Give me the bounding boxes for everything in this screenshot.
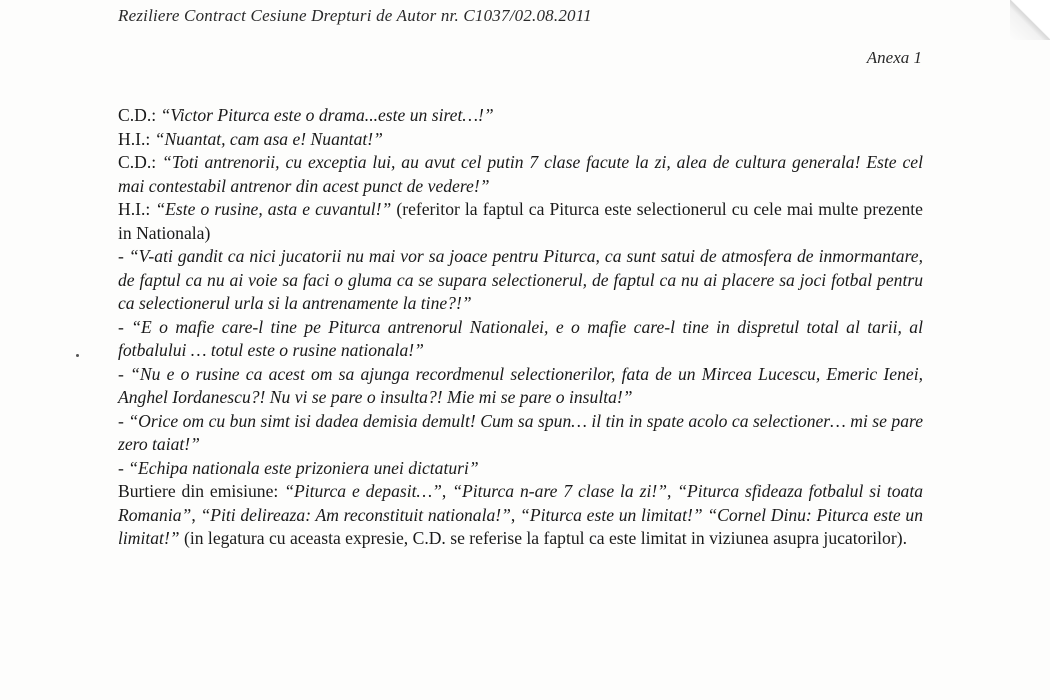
separator: , [666,481,678,501]
quote-text: “Este o rusine, asta e cuvantul!” [155,199,392,219]
remark-text: (referitor la faptul ca Piturca este selectionerul cu cele mai multe prezente in Nationala) [118,199,923,243]
burtiere-title: “Piturca sfideaza fotbalul si toata Romania” [118,481,924,525]
speaker-label: - [118,363,131,384]
dialogue-line [118,128,923,152]
dialogue-line [118,410,923,457]
quote-text: “E o mafie care-l tine pe Piturca antrenorul Nationalei, e o mafie care-l tine in dispretul total al tarii, al fotbalului … totul este o rusine nationala!” [118,316,923,360]
quote-text: “Nu e o rusine ca acest om sa ajunga recordmenul selectionerilor, fata de un Mircea Lucescu, Emeric Ienei, Anghel Iordanescu?! Nu vi se pare o insulta?! Mie mi se pare o insulta!” [118,363,923,407]
speaker-label: - [118,246,129,266]
quote-text: “Victor Piturca este o drama...este un siret…!” [160,105,494,125]
speaker-label: - [118,316,132,337]
burtiere-title: “Piturca este un limitat!” [520,504,703,525]
folded-page-corner [1010,0,1050,40]
burtiere-outro: (in legatura cu aceasta expresie, C.D. se referise la faptul ca este limitat in viziunea asupra jucatorilor). [179,528,907,548]
quote-text: “Echipa nationala este prizoniera unei dictaturi” [128,457,479,478]
speaker-label: C.D.: [118,105,161,125]
burtiere-title: “Cornel Dinu: Piturca este un limitat!” [118,504,923,548]
burtiere-title: “Piturca n-are 7 clase la zi!” [452,481,667,501]
dialogue-line [118,245,923,316]
dialogue-line [118,457,923,481]
speaker-label: H.I.: [118,199,156,219]
dialogue-line [118,198,923,245]
burtiere-title: “Piti delireaza: Am reconstituit nationala!” [200,504,511,525]
separator: , [441,481,453,501]
burtiere-title: “Piturca e depasit…” [284,481,442,501]
document-body [118,104,923,551]
quote-text: “Orice om cu bun simt isi dadea demisia demult! Cum sa spun… il tin in spate acolo ca selectioner… mi se pare zero taiat!” [118,410,924,454]
quote-text: “Nuantat, cam asa e! Nuantat!” [154,128,383,149]
annex-label: Anexa 1 [866,48,922,67]
speaker-label: H.I.: [118,128,155,149]
burtiere-intro: Burtiere din emisiune: [118,481,285,501]
separator: , [191,504,201,525]
speaker-label: - [118,410,129,431]
dialogue-line [118,363,923,410]
burtiere-paragraph [118,480,923,551]
dialogue-line [118,151,923,198]
scan-speck [76,354,79,357]
quote-text: “V-ati gandit ca nici jucatorii nu mai vor sa joace pentru Piturca, ca sunt satui de atmosfera de inmormantare, de faptul ca nu ai voie sa faci o gluma ca se supara selectionerul, de faptul ca nu ai placere sa joci fotbal pentru ca selectionerul urla si la antrenamente la tine?!” [118,246,923,313]
dialogue-line [118,104,923,128]
dialogue-line [118,316,923,363]
separator: , [510,504,521,525]
speaker-label: - [118,457,129,478]
document-header: Reziliere Contract Cesiune Drepturi de Autor nr. C1037/02.08.2011 [118,6,592,25]
speaker-label: C.D.: [118,152,163,172]
quote-text: “Toti antrenorii, cu exceptia lui, au avut cel putin 7 clase facute la zi, alea de cultura generala! Este cel mai contestabil antrenor din acest punct de vedere!” [118,152,924,196]
